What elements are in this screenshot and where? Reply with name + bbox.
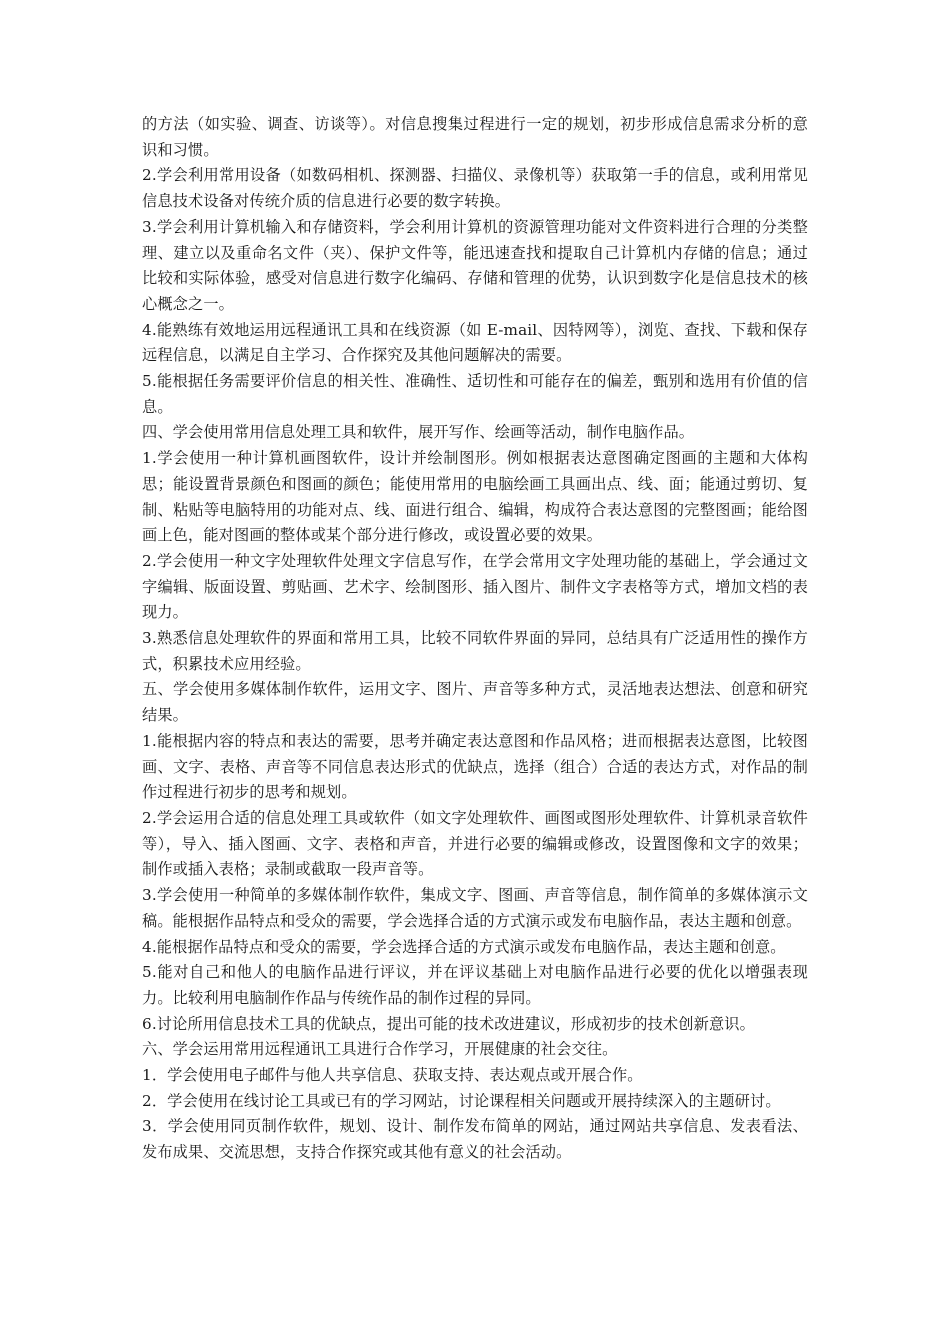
section-heading-6: 六、学会运用常用远程通讯工具进行合作学习，开展健康的社会交往。 (142, 1040, 618, 1059)
paragraph-section5-item-1: 1.能根据内容的特点和表达的需要，思考并确定表达意图和作品风格；进而根据表达意图，比较图画、文字、表格、声音等不同信息表达形式的优缺点，选择（组合）合适的表达方式，对作品的制作过程进行初步的思考和规划。 (142, 731, 808, 802)
paragraph-continued: 的方法（如实验、调查、访谈等）。对信息搜集过程进行一定的规划，初步形成信息需求分析的意识和习惯。 (142, 115, 808, 159)
paragraph-item-5: 5.能根据任务需要评价信息的相关性、准确性、适切性和可能存在的偏差，甄别和选用有价值的信息。 (142, 372, 808, 416)
paragraph-section5-item-4: 4.能根据作品特点和受众的需要，学会选择合适的方式演示或发布电脑作品，表达主题和创意。 (142, 937, 786, 956)
paragraph-item-3: 3.学会利用计算机输入和存储资料，学会利用计算机的资源管理功能对文件资料进行合理的分类整理、建立以及重命名文件（夹）、保护文件等，能迅速查找和提取自己计算机内存储的信息；通过比较和实际体验，感受对信息进行数字化编码、存储和管理的优势，认识到数字化是信息技术的核心概念之一。 (142, 217, 808, 313)
paragraph-item-4: 4.能熟练有效地运用远程通讯工具和在线资源（如 E-mail、因特网等），浏览、查找、下载和保存远程信息，以满足自主学习、合作探究及其他问题解决的需要。 (142, 320, 808, 365)
paragraph-section5-item-5: 5.能对自己和他人的电脑作品进行评议，并在评议基础上对电脑作品进行必要的优化以增强表现力。比较利用电脑制作作品与传统作品的制作过程的异同。 (142, 963, 808, 1007)
paragraph-item-2: 2.学会利用常用设备（如数码相机、探测器、扫描仪、录像机等）获取第一手的信息，或利用常见信息技术设备对传统介质的信息进行必要的数字转换。 (142, 166, 808, 211)
document-page (142, 112, 808, 1166)
paragraph-section6-item-2: 2．学会使用在线讨论工具或已有的学习网站，讨论课程相关问题或开展持续深入的主题研讨。 (142, 1091, 781, 1110)
paragraph-section4-item-1: 1.学会使用一种计算机画图软件，设计并绘制图形。例如根据表达意图确定图画的主题和大体构思；能设置背景颜色和图画的颜色；能使用常用的电脑绘画工具画出点、线、面；能通过剪切、复制、粘贴等电脑特用的功能对点、线、面进行组合、编辑，构成符合表达意图的完整图画；能给图画上色，能对图画的整体或某个部分进行修改，或设置必要的效果。 (142, 449, 808, 545)
section-heading-5: 五、学会使用多媒体制作软件，运用文字、图片、声音等多种方式，灵活地表达想法、创意和研究结果。 (142, 680, 808, 725)
section-heading-4: 四、学会使用常用信息处理工具和软件，展开写作、绘画等活动，制作电脑作品。 (142, 423, 695, 442)
paragraph-section6-item-1: 1．学会使用电子邮件与他人共享信息、获取支持、表达观点或开展合作。 (142, 1066, 643, 1085)
paragraph-section6-item-3: 3．学会使用同页制作软件，规划、设计、制作发布简单的网站，通过网站共享信息、发表看法、发布成果、交流思想，支持合作探究或其他有意义的社会活动。 (142, 1117, 808, 1162)
paragraph-section4-item-2: 2.学会使用一种文字处理软件处理文字信息写作，在学会常用文字处理功能的基础上，学会通过文字编辑、版面设置、剪贴画、艺术字、绘制图形、插入图片、制件文字表格等方式，增加文档的表现力。 (142, 551, 808, 622)
paragraph-section4-item-3: 3.熟悉信息处理软件的界面和常用工具，比较不同软件界面的异同，总结具有广泛适用性的操作方式，积累技术应用经验。 (142, 629, 808, 673)
paragraph-section5-item-6: 6.讨论所用信息技术工具的优缺点，提出可能的技术改进建议，形成初步的技术创新意识。 (142, 1014, 755, 1033)
paragraph-section5-item-2: 2.学会运用合适的信息处理工具或软件（如文字处理软件、画图或图形处理软件、计算机录音软件等），导入、插入图画、文字、表格和声音，并进行必要的编辑或修改，设置图像和文字的效果；制作或插入表格；录制或截取一段声音等。 (142, 808, 808, 879)
paragraph-section5-item-3: 3.学会使用一种简单的多媒体制作软件，集成文字、图画、声音等信息，制作简单的多媒体演示文稿。能根据作品特点和受众的需要，学会选择合适的方式演示或发布电脑作品，表达主题和创意。 (142, 886, 808, 930)
